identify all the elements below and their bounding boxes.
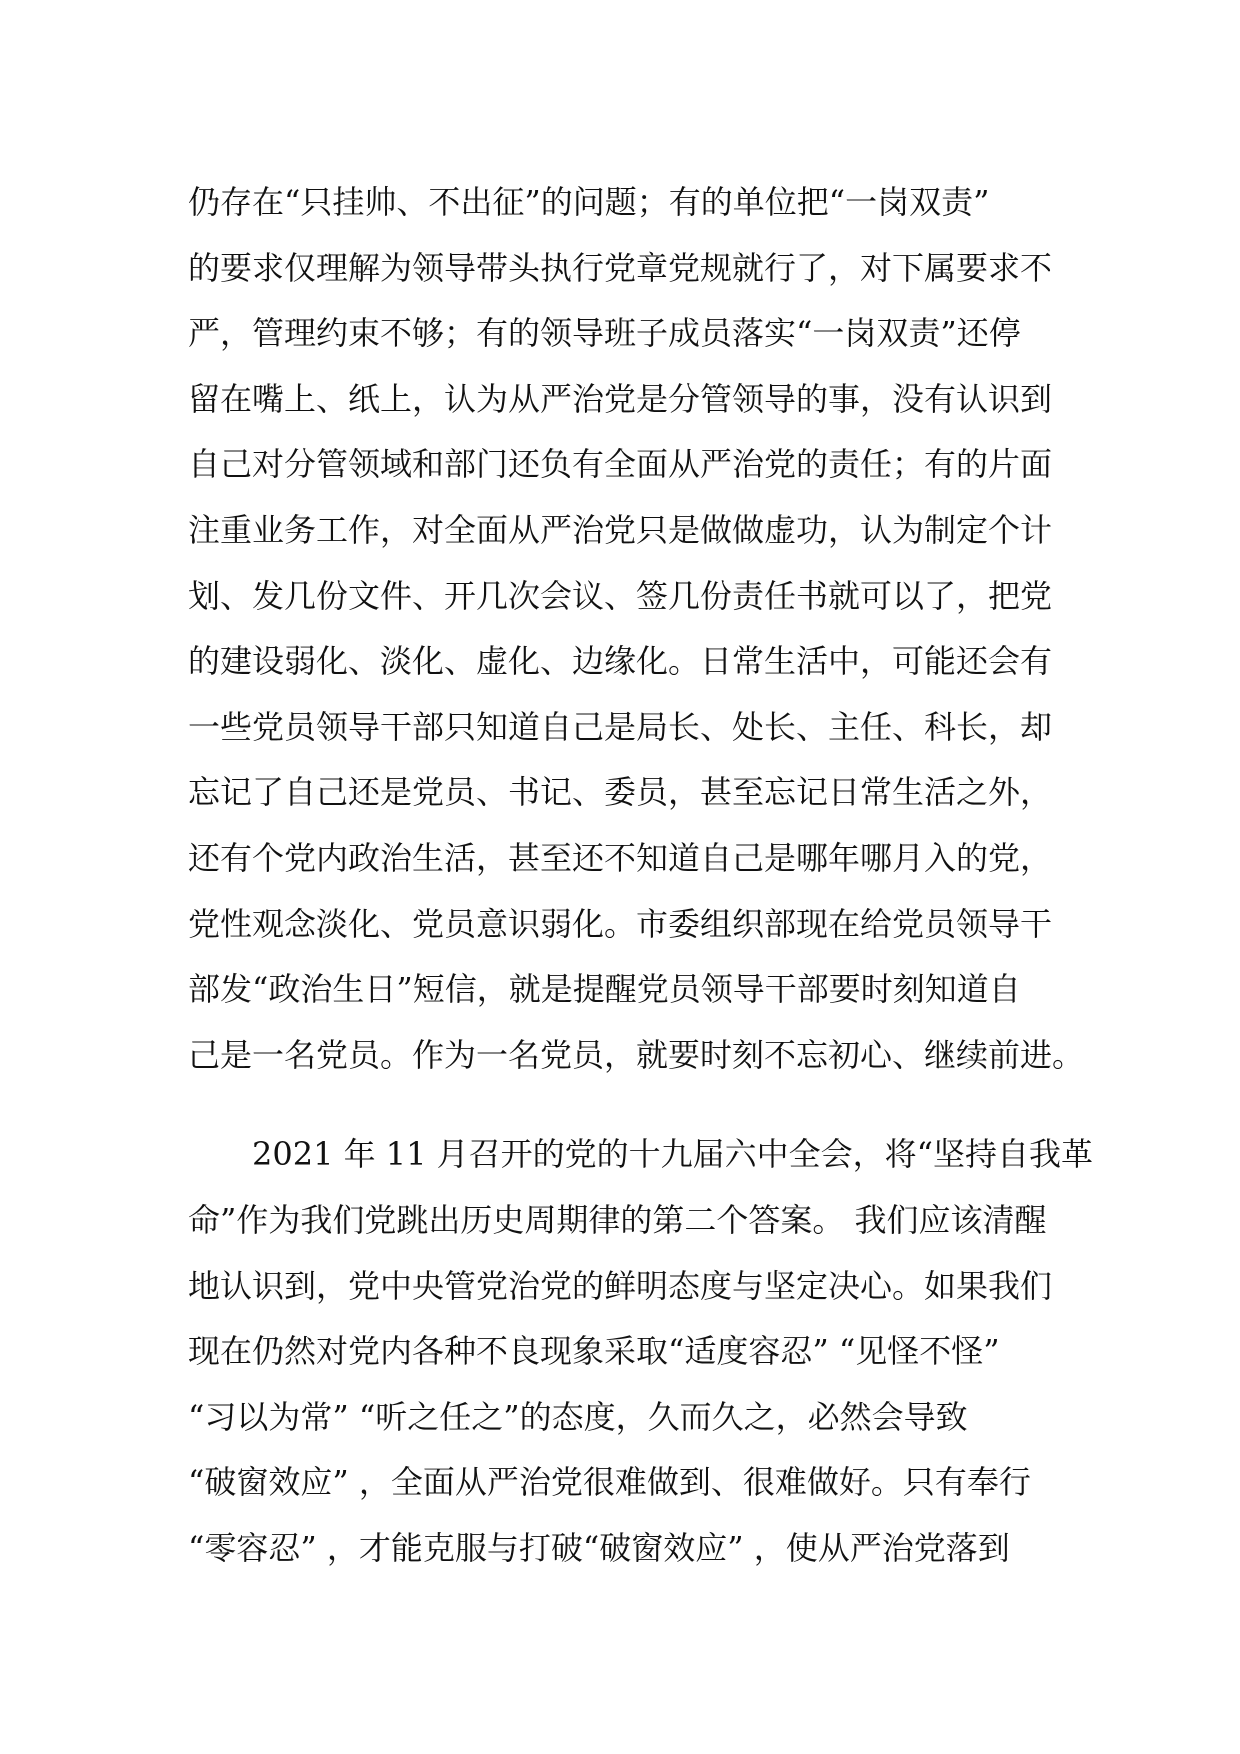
document-body (188, 170, 1094, 1581)
text-line: 划、发几份文件、开几次会议、签几份责任书就可以了，把党 (188, 576, 1053, 615)
paragraph-1 (188, 170, 1085, 1088)
text-line: 的建设弱化、淡化、虚化、边缘化。日常生活中，可能还会有 (188, 642, 1053, 681)
text-line: 仍存在“只挂帅、不出征”的问题；有的单位把“一岗双责” (188, 183, 990, 221)
text-line: 现在仍然对党内各种不良现象采取“适度容忍” “见怪不怪” (188, 1332, 1000, 1371)
text-line: 党性观念淡化、党员意识弱化。市委组织部现在给党员领导干 (188, 904, 1053, 943)
text-line: 忘记了自己还是党员、书记、委员，甚至忘记日常生活之外， (188, 773, 1053, 812)
text-line: “习以为常” “听之任之”的态度，久而久之，必然会导致 (188, 1397, 968, 1436)
text-line: “零容忍” ，才能克服与打破“破窗效应” ，使从严治党落到 (188, 1528, 1010, 1567)
text-line: 一些党员领导干部只知道自己是局长、处长、主任、科长，却 (188, 707, 1053, 746)
text-line: 2021 年 11 月召开的党的十九届六中全会，将“坚持自我革 (252, 1135, 1094, 1174)
text-line: 己是一名党员。作为一名党员，就要时刻不忘初心、继续前进。 (188, 1035, 1085, 1074)
text-line: “破窗效应” ，全面从严治党很难做到、很难做好。只有奉行 (188, 1463, 1031, 1502)
text-line: 部发“政治生日”短信，就是提醒党员领导干部要时刻知道自 (188, 970, 1021, 1009)
text-line: 注重业务工作，对全面从严治党只是做做虚功，认为制定个计 (188, 510, 1053, 549)
paragraph-2 (188, 1122, 1094, 1581)
text-line: 严，管理约束不够；有的领导班子成员落实“一岗双责”还停 (188, 314, 1021, 353)
text-line: 地认识到，党中央管党治党的鲜明态度与坚定决心。如果我们 (188, 1266, 1053, 1305)
text-line: 自己对分管领域和部门还负有全面从严治党的责任；有的片面 (188, 445, 1053, 484)
text-line: 命”作为我们党跳出历史周期律的第二个答案。 我们应该清醒 (188, 1200, 1047, 1239)
text-line: 留在嘴上、纸上，认为从严治党是分管领导的事，没有认识到 (188, 379, 1053, 418)
text-line: 的要求仅理解为领导带头执行党章党规就行了，对下属要求不 (188, 248, 1053, 287)
text-line: 还有个党内政治生活，甚至还不知道自己是哪年哪月入的党， (188, 838, 1053, 877)
